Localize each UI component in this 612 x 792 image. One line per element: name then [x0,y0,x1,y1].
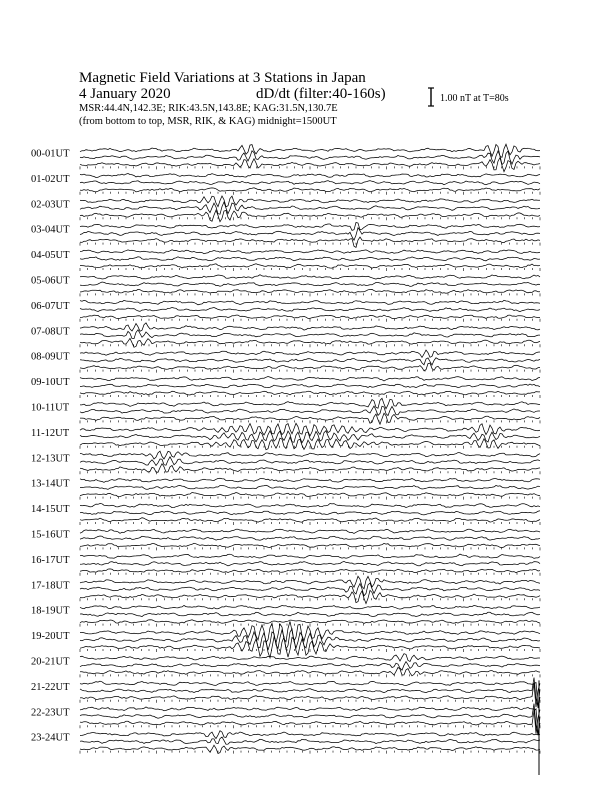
hour-row [31,554,540,576]
trace-kag [80,681,540,707]
minute-ticks [80,319,540,322]
trace-rik [80,151,540,165]
trace-rik [80,629,540,650]
hour-label: 12-13UT [31,453,70,465]
trace-rik [80,457,540,466]
hour-row [31,576,540,603]
minute-ticks [80,674,540,677]
hour-label: 18-19UT [31,605,70,617]
hour-row [31,250,540,271]
hour-label: 13-14UT [31,478,70,490]
hour-label: 09-10UT [31,377,70,389]
trace-rik [80,583,540,596]
trace-msr [80,464,540,473]
trace-rik [80,228,540,241]
minute-ticks [80,370,540,373]
trace-kag [80,504,540,508]
trace-rik [80,384,540,388]
trace-rik [80,737,540,744]
trace-msr [80,289,540,293]
minute-ticks [80,700,540,703]
trace-kag [80,350,540,357]
trace-kag [80,554,540,558]
hour-row [31,621,540,657]
trace-rik [80,181,540,185]
trace-msr [80,637,540,658]
minute-ticks [80,497,540,500]
trace-rik [80,485,540,489]
hour-label: 16-17UT [31,554,70,566]
station-coordinates: MSR:44.4N,142.3E; RIK:43.5N,143.8E; KAG:31.5N,130.7E [79,103,338,114]
minute-ticks [80,522,540,525]
minute-ticks [80,344,540,347]
trace-kag [80,529,540,534]
hour-row [31,300,540,322]
trace-kag [80,606,540,610]
hour-label: 20-21UT [31,656,70,668]
minute-ticks [80,751,540,754]
minute-ticks [80,446,540,449]
trace-kag [80,654,540,662]
hour-label: 06-07UT [31,300,70,312]
hour-label: 00-01UT [31,148,70,160]
hour-label: 14-15UT [31,504,70,516]
trace-kag [80,707,540,734]
trace-kag [80,423,540,436]
hour-label: 03-04UT [31,224,70,236]
hour-row [31,504,540,526]
hour-label: 15-16UT [31,529,70,541]
hour-label: 05-06UT [31,275,70,287]
hour-row [31,350,540,373]
hour-row [31,323,540,347]
hour-row [31,529,540,551]
trace-rik [80,330,540,339]
hour-row [31,398,540,424]
hour-label: 04-05UT [31,250,70,262]
trace-msr [80,590,540,603]
trace-msr [80,683,540,709]
minute-ticks [80,649,540,652]
minute-ticks [80,420,540,423]
hour-row [31,678,540,709]
hour-row [31,606,540,627]
hour-label: 11-12UT [31,427,70,439]
trace-msr [80,188,540,192]
scale-bar [428,88,434,106]
trace-kag [80,377,540,381]
trace-msr [80,569,540,573]
trace-rik [80,662,540,671]
hour-label: 01-02UT [31,173,70,185]
hour-label: 22-23UT [31,707,70,719]
hour-label: 10-11UT [31,402,70,414]
hour-row [31,174,540,195]
trace-kag [80,451,540,459]
minute-ticks [80,547,540,550]
hour-row [31,731,540,754]
plot-quantity: dD/dt (filter:40-160s) [256,86,386,102]
minute-ticks [80,725,540,728]
trace-kag [80,144,540,157]
hour-row [31,144,540,172]
minute-ticks [80,395,540,398]
hour-label: 02-03UT [31,199,70,211]
hour-row [31,704,540,735]
trace-rik [80,511,540,515]
trace-kag [80,223,540,231]
hour-row [31,223,540,248]
trace-kag [80,174,540,178]
hour-label: 23-24UT [31,732,70,744]
trace-rik [80,282,540,286]
hour-row [31,423,540,449]
plot-title: Magnetic Field Variations at 3 Stations in Japan [79,70,366,86]
hour-rows [31,144,540,775]
trace-kag [80,323,540,331]
hour-row [31,275,540,297]
plot-date: 4 January 2020 [79,86,171,102]
trace-msr [80,620,540,624]
trace-kag [80,398,540,409]
scale-bar-label: 1.00 nT at T=80s [440,93,509,104]
minute-ticks [80,217,540,220]
trace-kag [80,731,540,739]
hour-label: 07-08UT [31,326,70,338]
minute-ticks [80,243,540,246]
hour-row [31,196,540,222]
hour-row [31,478,540,499]
minute-ticks [80,192,540,195]
minute-ticks [80,624,540,627]
trace-msr [80,543,540,547]
hour-row [31,654,540,678]
minute-ticks [80,598,540,601]
hour-label: 21-22UT [31,681,70,693]
trace-kag [80,250,540,254]
trace-kag [80,275,540,279]
hour-label: 17-18UT [31,580,70,592]
trace-rik [80,358,540,365]
trace-rik [80,561,540,565]
trace-kag [80,478,540,482]
minute-ticks [80,268,540,271]
trace-rik [80,536,540,540]
trace-msr [80,518,540,523]
trace-kag [80,300,540,305]
minute-ticks [80,293,540,296]
trace-rik [80,308,540,312]
trace-rik [80,202,540,214]
trace-msr [80,264,540,268]
hour-label: 08-09UT [31,351,70,363]
minute-ticks [80,166,540,169]
hour-row [31,377,540,399]
trace-msr [80,709,540,735]
hour-row [31,451,540,474]
stack-order-note: (from bottom to top, MSR, RIK, & KAG) midnight=1500UT [79,116,337,127]
trace-kag [80,196,540,207]
trace-msr [80,158,540,172]
trace-rik [80,612,540,616]
trace-rik [80,406,540,416]
trace-msr [80,315,540,319]
trace-msr [80,493,540,497]
trace-msr [80,237,540,247]
trace-kag [80,576,540,589]
trace-rik [80,257,540,261]
minute-ticks [80,573,540,576]
trace-msr [80,391,540,395]
hour-label: 19-20UT [31,631,70,643]
